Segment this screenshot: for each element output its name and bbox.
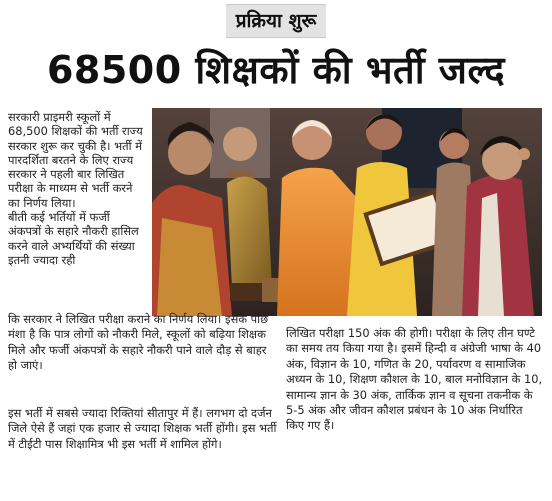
article-column-right [286, 326, 544, 434]
article-para-3: कि सरकार ने लिखित परीक्षा कराने का निर्णय लिया। इसके पीछे मंशा है कि पात्र लोगों को नौकरी मिले, स्कूलों को बढ़िया शिक्षक मिले और फर्जी अंकपत्रों के सहारे नौकरी पाने वाले दौड़ से बाहर हो जाएं। [8, 312, 269, 372]
page-headline: 68500 शिक्षकों की भर्ती जल्द [46, 48, 506, 92]
kicker-label: प्रक्रिया शुरू [226, 4, 327, 38]
kicker-banner [0, 4, 552, 38]
article-para-4: इस भर्ती में सबसे ज्यादा रिक्तियां सीतापुर में हैं। लगभग दो दर्जन जिले ऐसे हैं जहां एक हजार से ज्यादा शिक्षक भर्ती होंगी। इस भर्ती में टीईटी पास शिक्षामित्र भी इस भर्ती में शामिल होंगे। [8, 406, 277, 451]
article-para-1: सरकारी प्राइमरी स्कूलों में 68,500 शिक्षकों की भर्ती राज्य सरकार शुरू कर चुकी है। भर्ती में पारदर्शिता बरतने के लिए राज्य सरकार ने पहली बार लिखित परीक्षा के माध्यम से भर्ती करने का निर्णय लिया। [8, 110, 143, 210]
article-column-continued [8, 312, 278, 373]
news-photo [152, 108, 542, 316]
article-column-left [8, 110, 146, 267]
article-para-2: बीती कई भर्तियों में फर्जी अंकपत्रों के सहारे नौकरी हासिल करने वाले अभ्यर्थियों की संख्या इतनी ज्यादा रही [8, 210, 139, 267]
article-para-5: लिखित परीक्षा 150 अंक की होगी। परीक्षा के लिए तीन घण्टे का समय तय किया गया है। इसमें हिन्दी व अंग्रेजी भाषा के 40 अंक, विज्ञान के 10, गणित के 20, पर्यावरण व सामाजिक अध्यन के 10, शिक्षण कौशल के 10, बाल मनोविज्ञान के 10, सामान्य ज्ञान के 30 अंक, तार्किक ज्ञान व सूचना तकनीक के 5-5 अंक और जीवन कौशल प्रबंधन के 10 अंक निर्धारित किए गए हैं। [286, 326, 543, 433]
article-column-bottom [8, 406, 278, 452]
